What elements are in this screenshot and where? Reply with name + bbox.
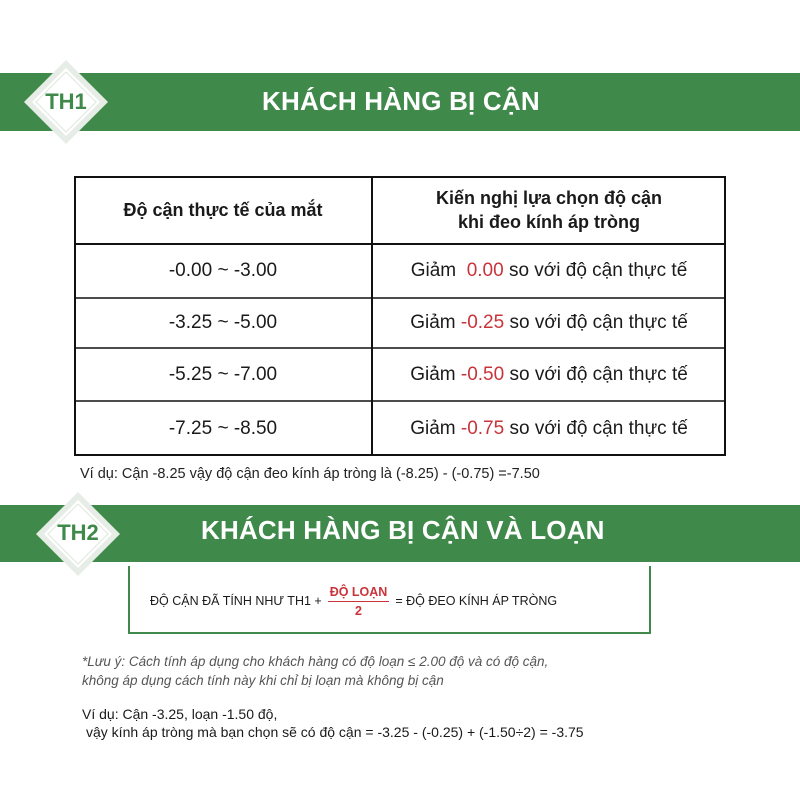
header-recommendation-line1: Kiến nghị lựa chọn độ cận [435, 188, 663, 208]
note-line2: không áp dụng cách tính này khi chỉ bị loạn mà không bị cận [82, 673, 444, 688]
row1-recommendation [372, 244, 726, 298]
row2-range: -3.25 ~ -5.00 [168, 312, 278, 333]
row2-value: -0.25 [460, 312, 505, 333]
row1-range: -0.00 ~ -3.00 [168, 260, 278, 281]
row2-suffix: so với độ cận thực tế [509, 312, 688, 333]
formula [150, 581, 557, 621]
note-line1: *Lưu ý: Cách tính áp dụng cho khách hàng có độ loạn ≤ 2.00 độ và có độ cận, [82, 654, 549, 669]
formula-denominator: 2 [355, 603, 362, 618]
section2-example-line2: vậy kính áp tròng mà bạn chọn sẽ có độ cận = -3.25 - (-0.25) + (-1.50÷2) = -3.75 [86, 724, 584, 740]
row2-prefix: Giảm [410, 312, 456, 333]
header-recommendation-line2: khi đeo kính áp tròng [457, 212, 640, 232]
formula-right: = ĐỘ ĐEO KÍNH ÁP TRÒNG [395, 594, 558, 608]
section1-example: Ví dụ: Cận -8.25 vậy độ cận đeo kính áp tròng là (-8.25) - (-0.75) =-7.50 [80, 466, 540, 482]
row3-value: -0.50 [460, 363, 505, 385]
formula-numerator: ĐỘ LOẠN [328, 585, 390, 602]
formula-left: ĐỘ CẬN ĐÃ TÍNH NHƯ TH1 + [150, 594, 322, 608]
row4-prefix: Giảm [410, 417, 456, 439]
row4-range: -7.25 ~ -8.50 [168, 417, 278, 439]
row4-suffix: so với độ cận thực tế [509, 417, 688, 439]
header-actual-myopia: Độ cận thực tế của mắt [123, 200, 323, 220]
header-recommendation [372, 176, 726, 244]
section2-title: KHÁCH HÀNG BỊ CẬN VÀ LOẠN [201, 515, 605, 545]
row1-value: 0.00 [466, 260, 504, 281]
th2-label: TH2 [57, 520, 99, 545]
prescription-table [74, 176, 726, 456]
row3-suffix: so với độ cận thực tế [509, 363, 688, 385]
row3-recommendation [372, 348, 726, 401]
formula-fraction [328, 585, 390, 618]
row4-recommendation [372, 401, 726, 456]
row4-value: -0.75 [460, 417, 505, 439]
row1-suffix: so với độ cận thực tế [508, 260, 688, 281]
row3-prefix: Giảm [410, 363, 456, 385]
th1-label: TH1 [45, 89, 87, 114]
section2-example-line1: Ví dụ: Cận -3.25, loạn -1.50 độ, [82, 706, 278, 722]
row2-recommendation [372, 298, 726, 348]
row3-range: -5.25 ~ -7.00 [168, 363, 278, 385]
section1-title: KHÁCH HÀNG BỊ CẬN [262, 86, 540, 116]
row1-prefix: Giảm [410, 260, 457, 281]
